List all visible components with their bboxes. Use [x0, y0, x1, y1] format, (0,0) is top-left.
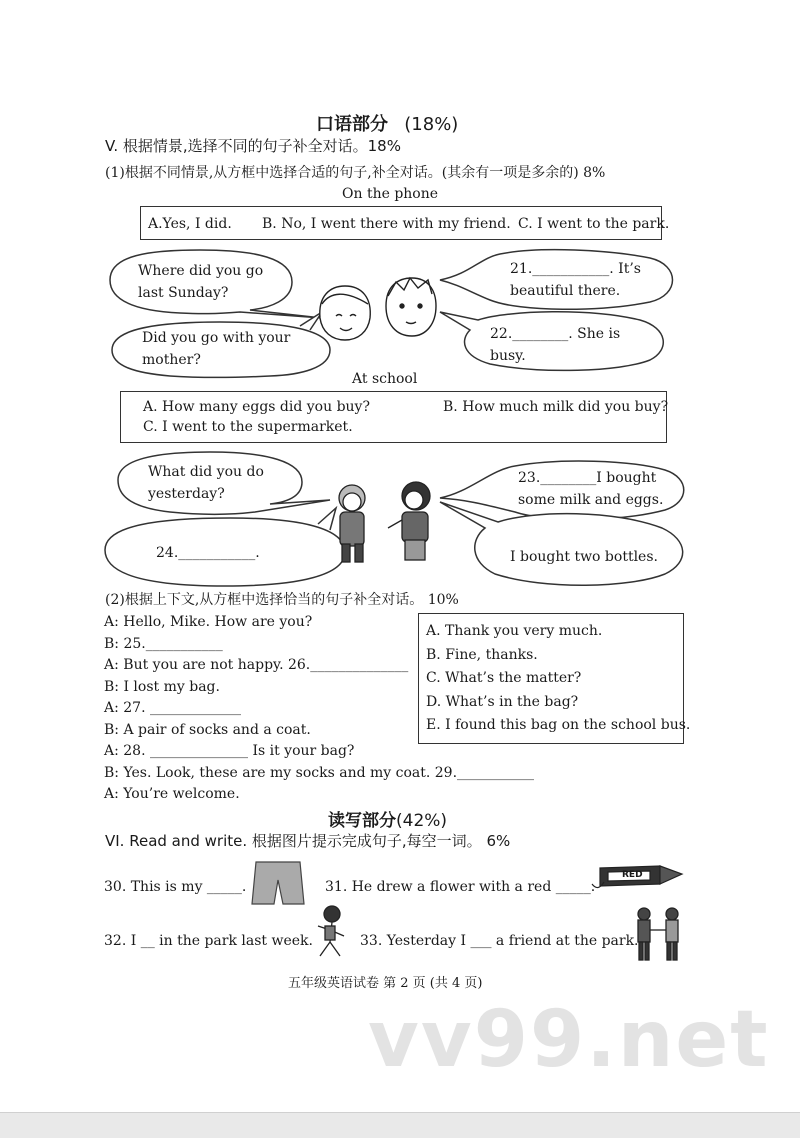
bubble-yesterday-text — [148, 461, 264, 505]
bubble-where-text — [138, 260, 263, 304]
shorts-icon — [252, 862, 304, 904]
bubble-21-line2: beautiful there. — [510, 283, 621, 299]
q5-part1-instruction: (1)根据不同情景,从方框中选择合适的句子,补全对话。(其余有一项是多余的) 8% — [105, 165, 606, 181]
bubble-mother-line1: Did you go with your — [142, 330, 291, 346]
crayon-label: RED — [622, 870, 643, 880]
oral-title-score: (18%) — [404, 114, 459, 135]
bubble-23-text — [518, 467, 663, 511]
dialog-line: B: I lost my bag. — [104, 678, 220, 695]
dialog-line: B: Yes. Look, these are my socks and my coat. 29.___________ — [104, 764, 535, 781]
q5-heading: V. 根据情景,选择不同的句子补全对话。18% — [105, 137, 401, 155]
question-31: 31. He drew a flower with a red _____. — [325, 879, 596, 895]
part2-options-list — [426, 620, 690, 738]
bubble-yesterday-line1: What did you do — [148, 464, 264, 480]
dialog-line: A: 28. ______________ Is it your bag? — [104, 743, 355, 759]
part2-option: C. What’s the matter? — [426, 670, 582, 686]
bubble-mother-line2: mother? — [142, 352, 201, 368]
question-30: 30. This is my _____. — [104, 879, 247, 895]
scene2-option-c: C. I went to the supermarket. — [143, 419, 353, 435]
dialog-line: B: A pair of socks and a coat. — [104, 721, 311, 738]
question-33: 33. Yesterday I ___ a friend at the park. — [360, 933, 639, 949]
bubble-two-bottles-text: I bought two bottles. — [510, 549, 658, 565]
part2-option: E. I found this bag on the school bus. — [426, 717, 691, 733]
handshake-icon — [638, 908, 678, 960]
girl-left-icon — [339, 485, 365, 562]
dialog-line: A: You’re welcome. — [104, 786, 240, 802]
running-girl-icon — [318, 906, 344, 956]
scene2-label: At school — [352, 371, 418, 387]
scene1-label: On the phone — [342, 186, 439, 202]
scene1-option-c: C. I went to the park. — [518, 216, 670, 232]
bubble-24-text: 24.___________. — [156, 545, 260, 561]
q6-heading: VI. Read and write. 根据图片提示完成句子,每空一词。 6% — [105, 832, 511, 850]
bubble-21-line1: 21.___________. It’s — [510, 261, 641, 277]
part2-option: A. Thank you very much. — [426, 623, 603, 639]
scene1-option-a: A.Yes, I did. — [148, 216, 232, 232]
rw-section-title — [328, 806, 447, 831]
bubble-yesterday-line2: yesterday? — [148, 486, 225, 502]
bubble-where-line1: Where did you go — [138, 263, 264, 279]
rw-title-score: (42%) — [396, 811, 448, 831]
part2-option: B. Fine, thanks. — [426, 646, 538, 663]
girl-right-icon — [388, 482, 430, 560]
bubble-21-text — [510, 258, 641, 302]
dialog-line: B: 25.___________ — [104, 635, 223, 652]
viewer-bottom-bar — [0, 1112, 800, 1138]
dialog-line: A: But you are not happy. 26.______________ — [104, 657, 409, 673]
oral-section-title — [316, 110, 458, 136]
oral-title-text: 口语部分 — [316, 114, 388, 135]
boy-face-icon — [386, 278, 436, 336]
scene2-option-b: B. How much milk did you buy? — [443, 399, 669, 415]
rw-title-text: 读写部分 — [328, 811, 396, 831]
bubble-22-line1: 22.________. She is — [490, 326, 621, 342]
bubble-23-line2: some milk and eggs. — [518, 492, 664, 508]
part2-option: D. What’s in the bag? — [426, 693, 579, 710]
q5-part2-instruction: (2)根据上下文,从方框中选择恰当的句子补全对话。 10% — [105, 592, 459, 608]
bubble-22-text — [490, 323, 620, 367]
watermark-text: vv99.net — [368, 995, 770, 1085]
question-32: 32. I __ in the park last week. — [104, 933, 313, 949]
bubble-mother-text — [142, 327, 290, 371]
girl-face-icon — [320, 286, 370, 340]
scene1-option-b: B. No, I went there with my friend. — [262, 216, 511, 232]
scene2-option-a: A. How many eggs did you buy? — [143, 399, 370, 415]
dialog-line: A: 27. _____________ — [104, 700, 241, 716]
dialog-line: A: Hello, Mike. How are you? — [104, 614, 313, 630]
bubble-23-line1: 23.________I bought — [518, 470, 657, 486]
bubble-where-line2: last Sunday? — [138, 285, 229, 301]
page-footer: 五年级英语试卷 第 2 页 (共 4 页) — [288, 976, 483, 991]
bubble-22-line2: busy. — [490, 348, 526, 364]
